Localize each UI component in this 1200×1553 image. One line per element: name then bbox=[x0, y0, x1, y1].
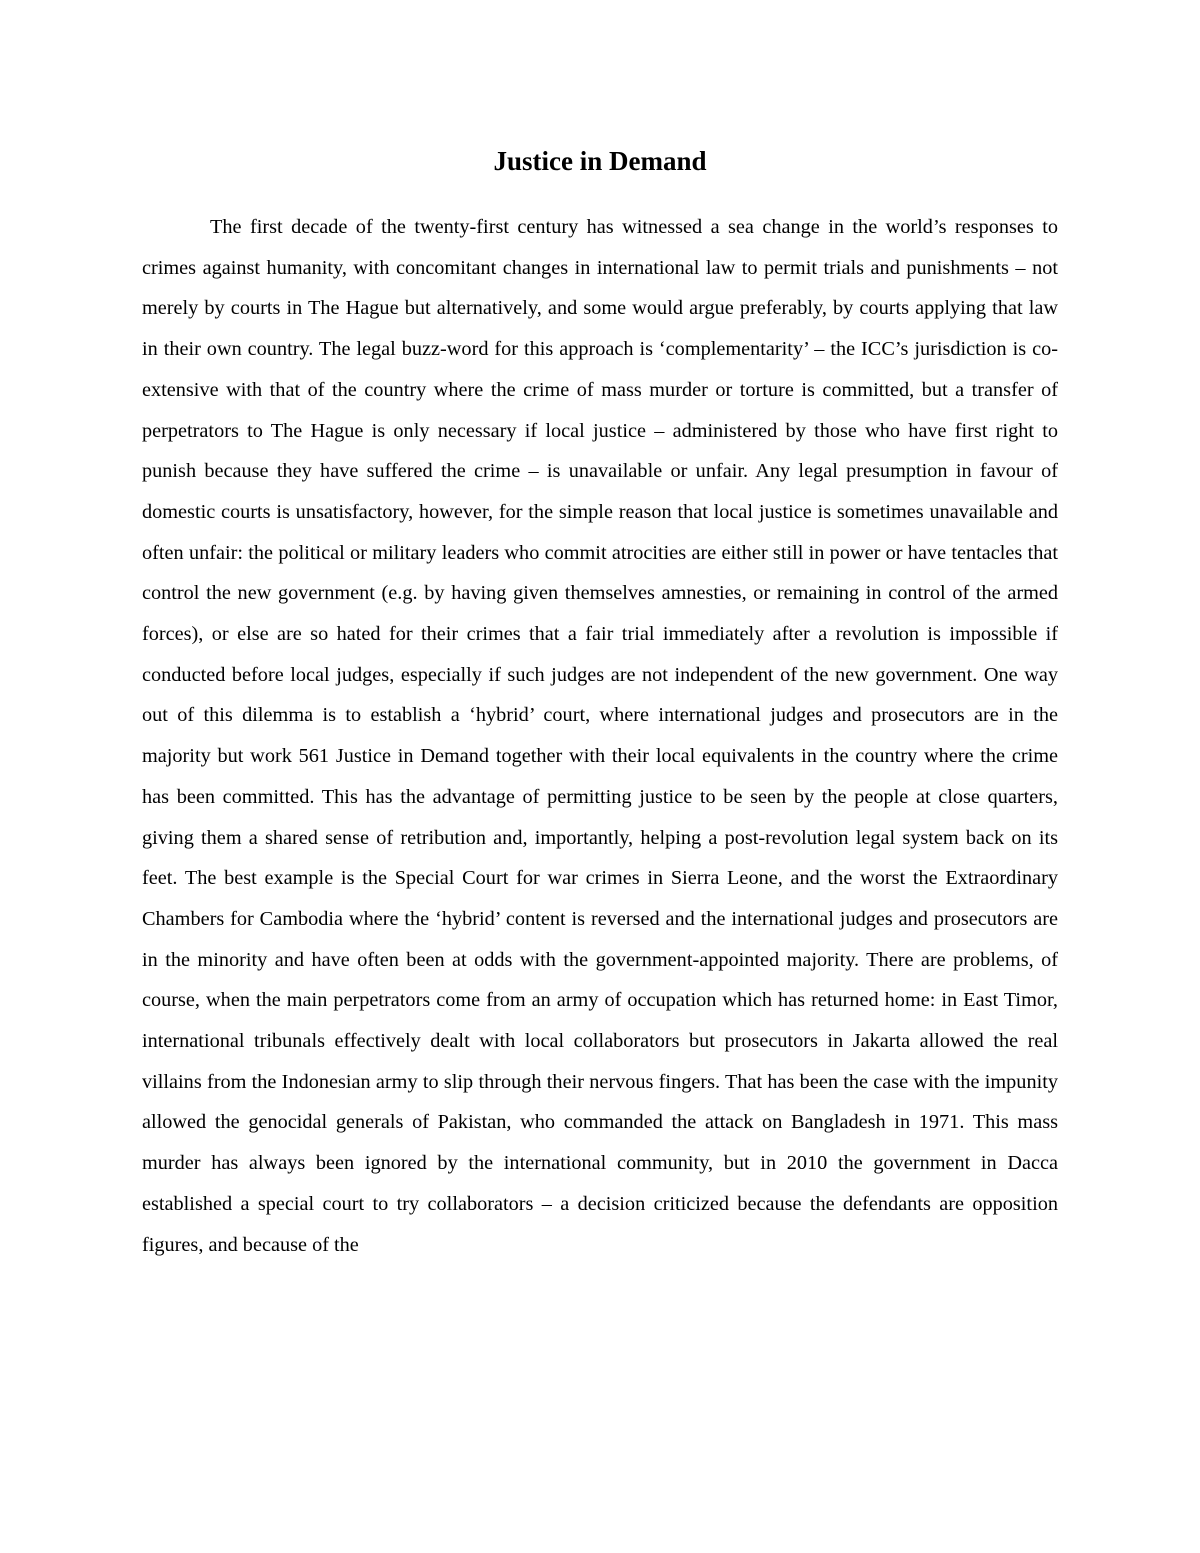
document-title: Justice in Demand bbox=[493, 146, 707, 176]
body-paragraph: The first decade of the twenty-first century has witnessed a sea change in the world’s responses to crimes against humanity, with concomitant changes in international law to permit trials and punishments – not merely by courts in The Hague but alternatively, and some would argue preferably, by courts applying that law in their own country. The legal buzz-word for this approach is ‘complementarity’ – the ICC’s jurisdiction is co-extensive with that of the country where the crime of mass murder or torture is committed, but a transfer of perpetrators to The Hague is only necessary if local justice – administered by those who have first right to punish because they have suffered the crime – is unavailable or unfair. Any legal presumption in favour of domestic courts is unsatisfactory, however, for the simple reason that local justice is sometimes unavailable and often unfair: the political or military leaders who commit atrocities are either still in power or have tentacles that control the new government (e.g. by having given themselves amnesties, or remaining in control of the armed forces), or else are so hated for their crimes that a fair trial immediately after a revolution is impossible if conducted before local judges, especially if such judges are not independent of the new government. One way out of this dilemma is to establish a ‘hybrid’ court, where international judges and prosecutors are in the majority but work 561 Justice in Demand together with their local equivalents in the country where the crime has been committed. This has the advantage of permitting justice to be seen by the people at close quarters, giving them a shared sense of retribution and, importantly, helping a post-revolution legal system back on its feet. The best example is the Special Court for war crimes in Sierra Leone, and the worst the Extraordinary Chambers for Cambodia where the ‘hybrid’ content is reversed and the international judges and prosecutors are in the minority and have often been at odds with the government-appointed majority. There are problems, of course, when the main perpetrators come from an army of occupation which has returned home: in East Timor, international tribunals effectively dealt with local collaborators but prosecutors in Jakarta allowed the real villains from the Indonesian army to slip through their nervous fingers. That has been the case with the impunity allowed the genocidal generals of Pakistan, who commanded the attack on Bangladesh in 1971. This mass murder has always been ignored by the international community, but in 2010 the government in Dacca established a special court to try collaborators – a decision criticized because the defendants are opposition figures, and because of the bbox=[142, 216, 1058, 1256]
